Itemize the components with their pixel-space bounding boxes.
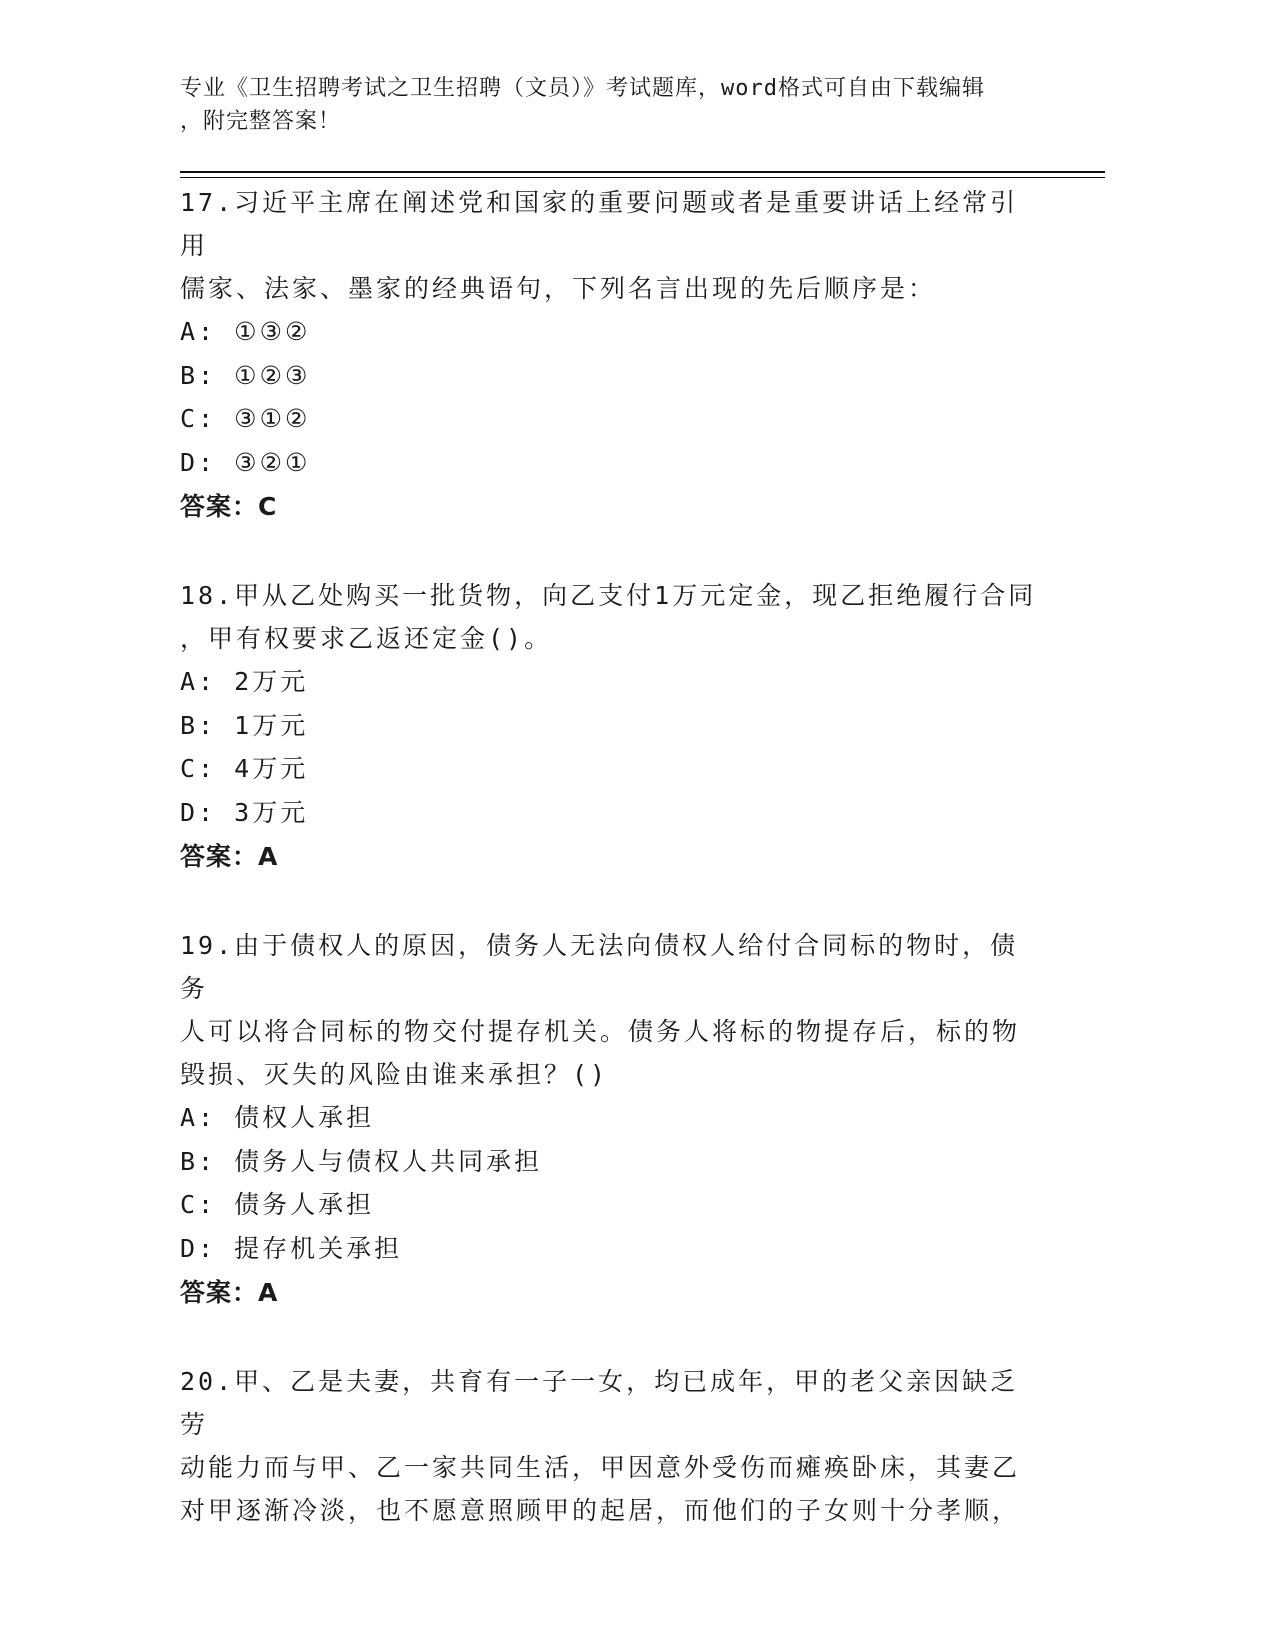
header-line-2: ，附完整答案！ <box>180 109 342 134</box>
header-divider-thick <box>180 171 1105 173</box>
answer-key: 答案：A <box>180 1278 279 1307</box>
question-block <box>180 574 1040 880</box>
question-block <box>180 1360 1040 1532</box>
question-stem-line: 19.由于债权人的原因，债务人无法向债权人给付合同标的物时，债务 <box>180 931 1019 1003</box>
question-stem-line: 儒家、法家、墨家的经典语句，下列名言出现的先后顺序是： <box>180 274 937 303</box>
header-line-1: 专业《卫生招聘考试之卫生招聘（文员）》考试题库，word格式可自由下载编辑 <box>180 76 985 101</box>
answer-option: A: 债权人承担 <box>180 1103 375 1132</box>
answer-option: C: ③①② <box>180 404 311 433</box>
answer-option: A: 2万元 <box>180 667 309 696</box>
answer-option: D: ③②① <box>180 447 311 477</box>
question-stem-line: 20.甲、乙是夫妻，共育有一子一女，均已成年，甲的老父亲因缺乏劳 <box>180 1367 1019 1439</box>
answer-key: 答案：C <box>180 492 278 521</box>
document-header <box>180 72 1040 138</box>
question-stem-line: 17.习近平主席在阐述党和国家的重要问题或者是重要讲话上经常引用 <box>180 188 1019 260</box>
question-stem-line: 毁损、灭失的风险由谁来承担？() <box>180 1060 609 1089</box>
question-stem-line: ，甲有权要求乙返还定金()。 <box>180 624 553 653</box>
answer-option: B: ①②③ <box>180 360 311 390</box>
answer-option: B: 债务人与债权人共同承担 <box>180 1146 543 1176</box>
question-list <box>180 181 1040 1532</box>
question-block <box>180 924 1040 1316</box>
answer-option: B: 1万元 <box>180 710 309 740</box>
answer-option: A: ①③② <box>180 317 311 346</box>
header-divider-thin <box>180 177 1105 178</box>
answer-option: C: 债务人承担 <box>180 1190 375 1219</box>
answer-option: C: 4万元 <box>180 754 309 783</box>
answer-key: 答案：A <box>180 842 279 871</box>
question-stem-line: 人可以将合同标的物交付提存机关。债务人将标的物提存后，标的物 <box>180 1017 1021 1046</box>
question-block <box>180 181 1040 530</box>
question-stem-line: 对甲逐渐冷淡，也不愿意照顾甲的起居，而他们的子女则十分孝顺， <box>180 1496 1021 1525</box>
answer-option: D: 3万元 <box>180 797 309 827</box>
answer-option: D: 提存机关承担 <box>180 1233 403 1263</box>
question-stem-line: 18.甲从乙处购买一批货物，向乙支付1万元定金，现乙拒绝履行合同 <box>180 581 1037 610</box>
question-stem-line: 动能力而与甲、乙一家共同生活，甲因意外受伤而瘫痪卧床，其妻乙 <box>180 1453 1021 1482</box>
